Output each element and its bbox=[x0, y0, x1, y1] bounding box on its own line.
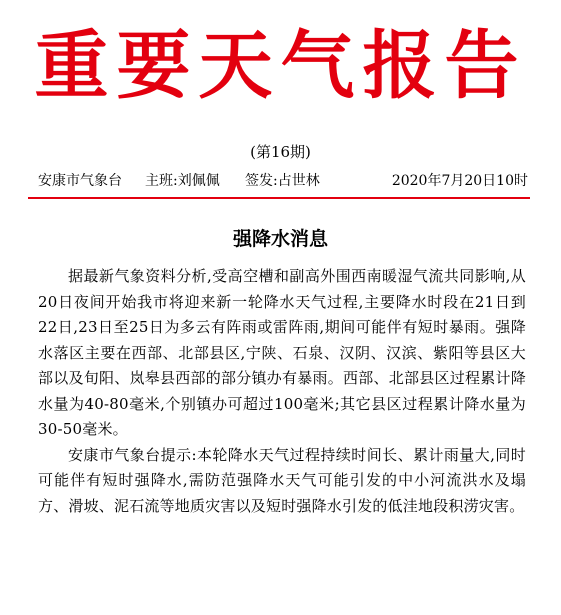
article-body bbox=[38, 264, 526, 519]
report-meta bbox=[38, 171, 528, 191]
article-title: 强降水消息 bbox=[232, 228, 328, 250]
issue-date: 2020年7月20日10时 bbox=[391, 173, 528, 189]
warning-paragraph: 安康市气象台提示:本轮降水天气过程持续时间长、累计雨量大,同时可能伴有短时强降水,需防范强降水天气可能引发的中小河流洪水及塌方、滑坡、泥石流等地质灾害以及短时强降水引发的低洼地段积涝灾害。 bbox=[38, 445, 526, 515]
issuer-signature: 签发:占世林 bbox=[245, 173, 320, 189]
issuing-office: 安康市气象台 bbox=[38, 173, 122, 189]
duty-forecaster: 主班:刘佩佩 bbox=[145, 173, 220, 189]
issue-number: (第16期) bbox=[250, 143, 311, 161]
masthead-title: 重要天气报告 bbox=[34, 23, 527, 109]
header-divider bbox=[28, 197, 530, 199]
forecast-paragraph: 据最新气象资料分析,受高空槽和副高外围西南暖湿气流共同影响,从20日夜间开始我市将迎来新一轮降水天气过程,主要降水时段在21日到22日,23日至25日为多云有阵雨或雷阵雨,期间可能伴有短时暴雨。强降水落区主要在西部、北部县区,宁陕、石泉、汉阴、汉滨、紫阳等县区大部以及旬阳、岚皋县西部的部分镇办有暴雨。西部、北部县区过程累计降水量为40-80毫米,个别镇办可超过100毫米;其它县区过程累计降水量为30-50毫米。 bbox=[38, 267, 526, 438]
